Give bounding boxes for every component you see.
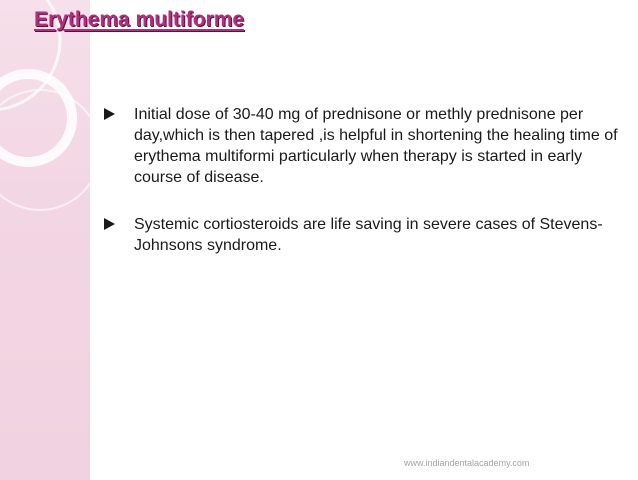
footer-url: www.indiandentalacademy.com: [404, 458, 530, 468]
bullet-item: [104, 104, 624, 188]
bullet-text: Initial dose of 30-40 mg of prednisone or methly prednisone per day,which is then tapered ,is helpful in shortening the healing time of erythema multiformi particularly when therapy is started in early course of disease.: [134, 106, 618, 186]
bullet-item: [104, 214, 624, 256]
bullet-text: Systemic cortiosteroids are life saving in severe cases of Stevens-Johnsons syndrome.: [134, 216, 603, 254]
bullet-triangle-icon: [104, 218, 115, 230]
slide-title: Erythema multiforme: [34, 8, 245, 31]
bullet-list: [104, 104, 624, 256]
bullet-triangle-icon: [104, 108, 115, 120]
